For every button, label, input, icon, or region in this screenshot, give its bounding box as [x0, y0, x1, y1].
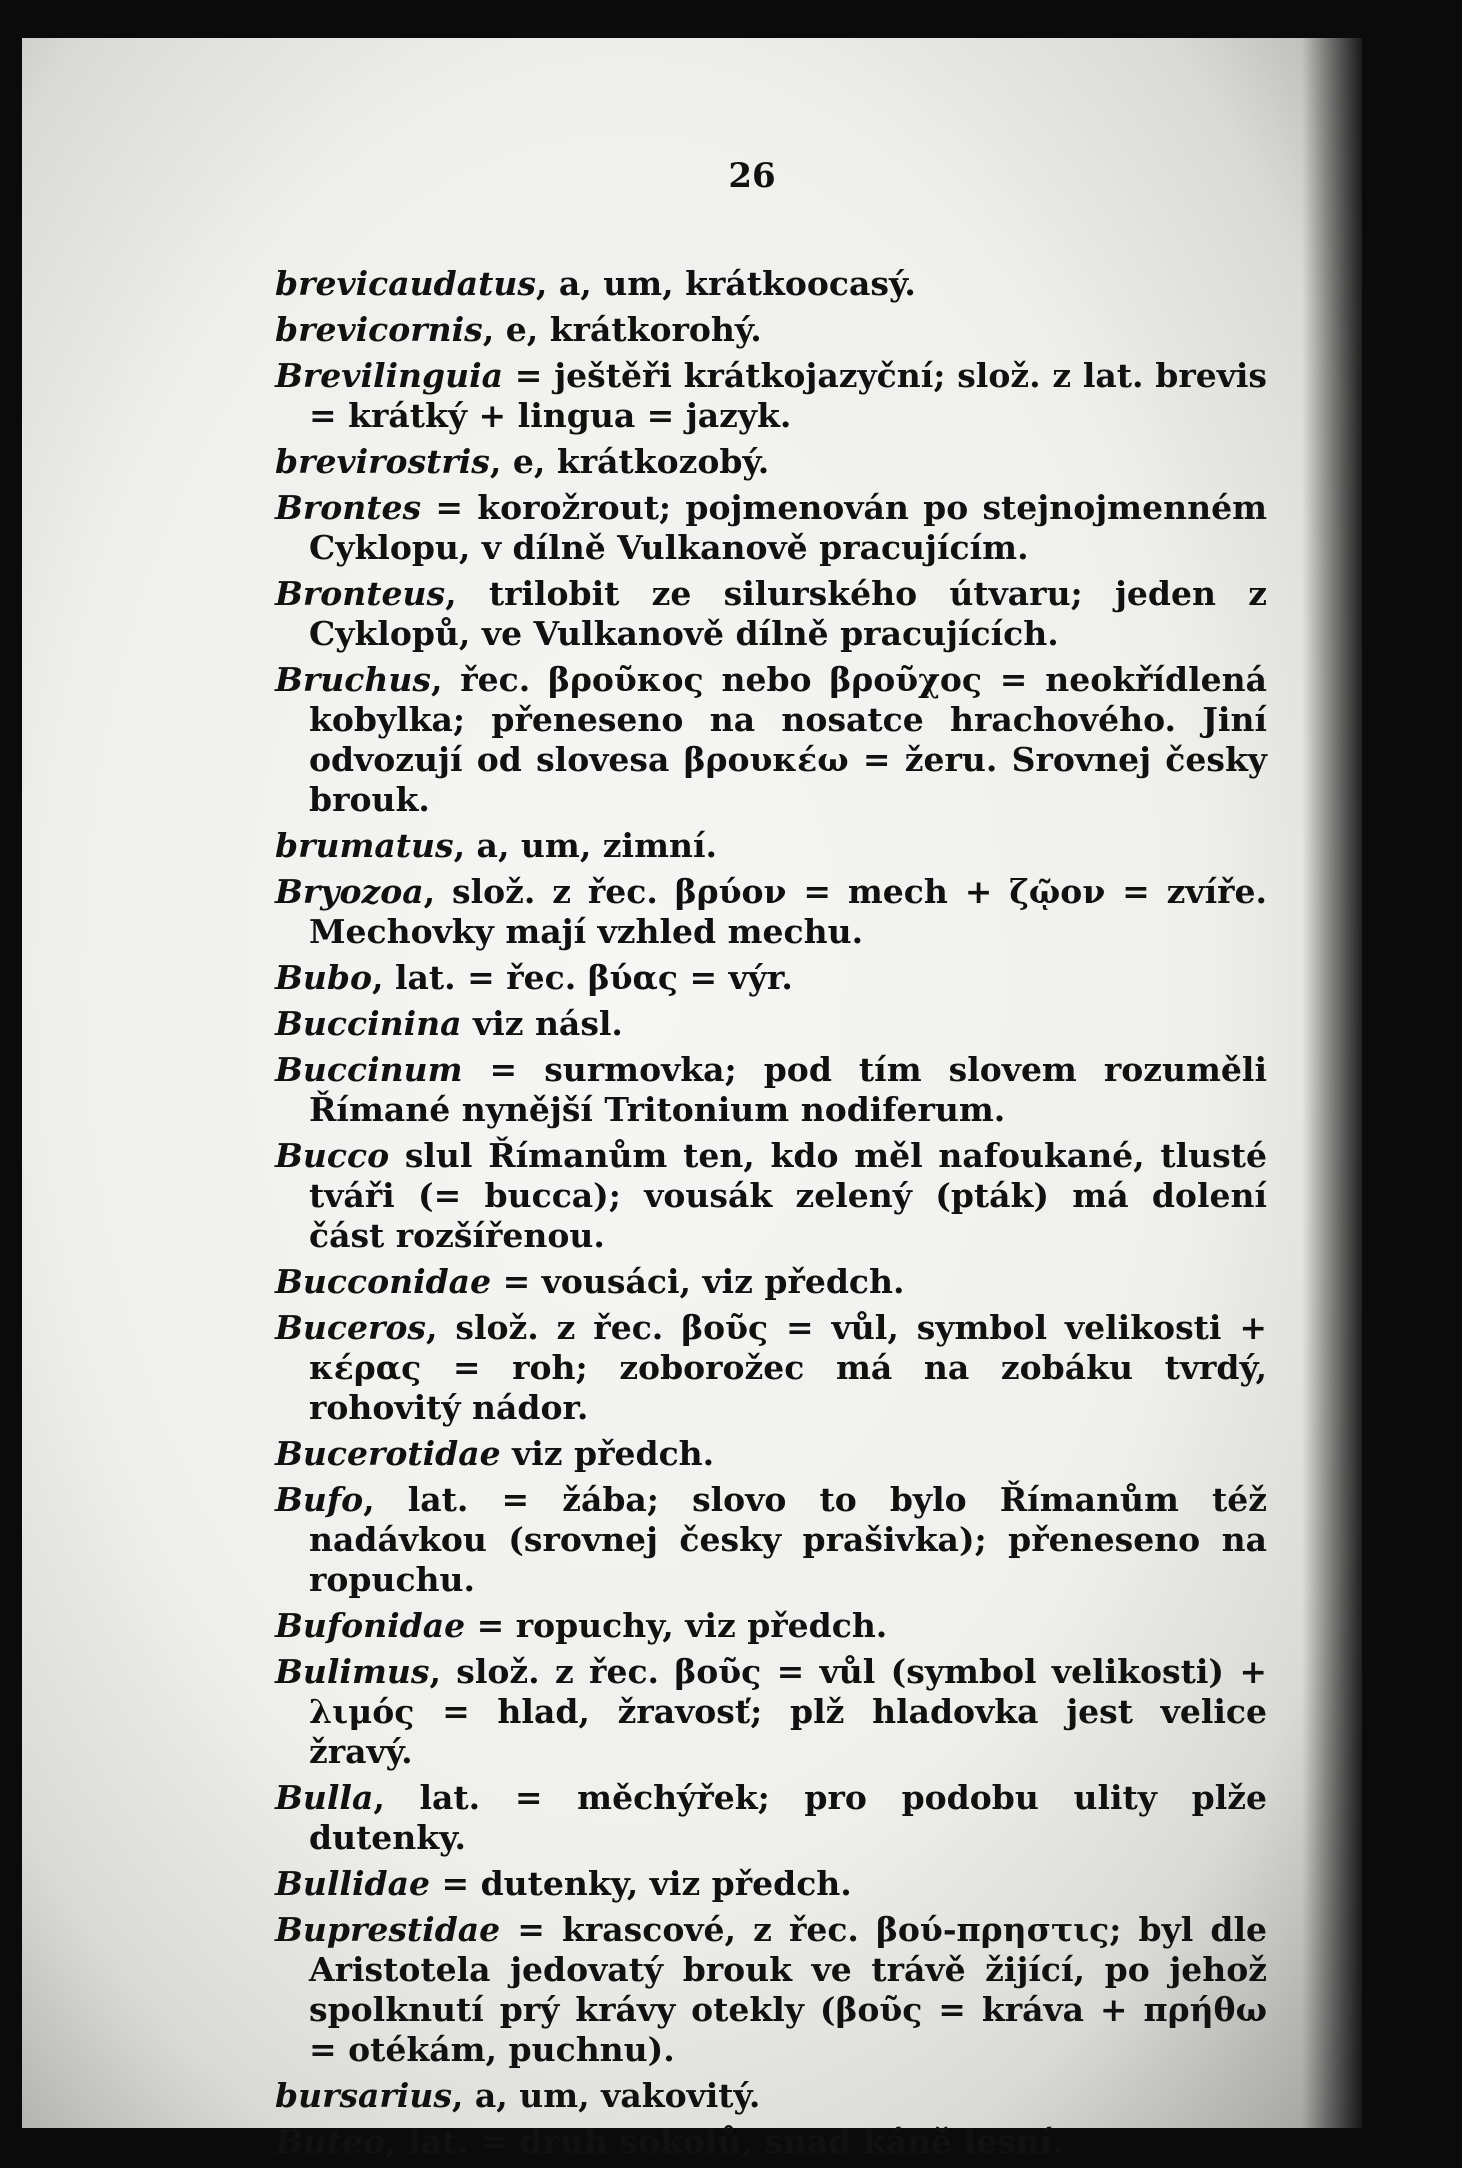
entry-headword: bursarius [275, 2076, 452, 2115]
dictionary-entry [275, 1050, 1267, 1130]
entry-headword: Bulla [275, 1778, 374, 1817]
entry-headword: Buprestidae [275, 1910, 501, 1949]
entry-definition: , lat. = řec. βύας = výr. [371, 958, 793, 997]
entry-headword: brumatus [275, 826, 454, 865]
dictionary-entry [275, 1864, 1267, 1904]
entry-headword: Bucerotidae [275, 1434, 501, 1473]
entry-headword: Bubo [275, 958, 372, 997]
entry-headword: brevicornis [275, 310, 483, 349]
entry-headword: Bruchus [275, 660, 431, 699]
entry-headword: Brevilinguia [275, 356, 504, 395]
entry-headword: Buteo [275, 2122, 386, 2161]
entry-definition: , lat. = druh sokolů, snad káně lesní. [385, 2122, 1064, 2161]
entry-headword: brevicaudatus [275, 264, 536, 303]
entry-headword: Bufonidae [275, 1606, 466, 1645]
entry-headword: Buceros [275, 1308, 426, 1347]
entry-definition: , lat. = měchýřek; pro podobu ulity plže dutenky. [309, 1778, 1267, 1857]
entry-headword: Bronteus [275, 574, 446, 613]
dictionary-entry [275, 1434, 1267, 1474]
entry-headword: Bryozoa [275, 872, 424, 911]
dictionary-entry [275, 1778, 1267, 1858]
dictionary-entry [275, 1652, 1267, 1772]
entry-definition: = vousáci, viz předch. [491, 1262, 905, 1301]
entry-definition: , e, krátkozobý. [489, 442, 770, 481]
entry-definition: = surmovka; pod tím slovem rozuměli Římané nynější Tritonium nodiferum. [309, 1050, 1267, 1129]
entry-headword: Bucco [275, 1136, 390, 1175]
entry-definition: , trilobit ze silurského útvaru; jeden z Cyklopů, ve Vulkanově dílně pracujících. [309, 574, 1267, 653]
entry-definition: = dutenky, viz předch. [429, 1864, 852, 1903]
dictionary-entry [275, 1606, 1267, 1646]
dictionary-entry [275, 872, 1267, 952]
page-number: 26 [728, 156, 776, 196]
entry-definition: , a, um, krátkoocasý. [535, 264, 916, 303]
dictionary-entry [275, 310, 1267, 350]
entry-definition: , slož. z řec. βοῦς = vůl, symbol velikosti + κέρας = roh; zoborožec má na zobáku tvrdý, rohovitý nádor. [309, 1308, 1267, 1427]
dictionary-entry [275, 574, 1267, 654]
entry-definition: viz předch. [500, 1434, 715, 1473]
dictionary-entry [275, 264, 1267, 304]
entry-definition: viz násl. [461, 1004, 623, 1043]
dictionary-entries [275, 264, 1267, 2168]
entry-definition: , lat. = žába; slovo to bylo Římanům též nadávkou (srovnej česky prašivka); přeneseno na ropuchu. [309, 1480, 1267, 1599]
entry-definition: = korožrout; pojmenován po stejnojmenném Cyklopu, v dílně Vulkanově pracujícím. [309, 488, 1267, 567]
dictionary-entry [275, 826, 1267, 866]
entry-definition: = ještěři krátkojazyční; slož. z lat. brevis = krátký + lingua = jazyk. [309, 356, 1267, 435]
dictionary-entry [275, 1910, 1267, 2070]
entry-headword: Brontes [275, 488, 422, 527]
entry-definition: , slož. z řec. βοῦς = vůl (symbol velikosti) + λιμός = hlad, žravosť; plž hladovka jest velice žravý. [309, 1652, 1267, 1771]
entry-headword: Bullidae [275, 1864, 430, 1903]
dictionary-entry [275, 1480, 1267, 1600]
dictionary-entry [275, 660, 1267, 820]
entry-definition: , a, um, vakovitý. [451, 2076, 761, 2115]
dictionary-entry [275, 1308, 1267, 1428]
entry-definition: = ropuchy, viz předch. [465, 1606, 888, 1645]
entry-headword: Bufo [275, 1480, 364, 1519]
entry-definition: = krascové, z řec. βού-πρηστις; byl dle Aristotela jedovatý brouk ve trávě žijící, po jehož spolknutí prý krávy otekly (βοῦς = kráva + πρήθω = otékám, puchnu). [309, 1910, 1267, 2069]
dictionary-entry [275, 356, 1267, 436]
dictionary-entry [275, 958, 1267, 998]
dictionary-entry [275, 2076, 1267, 2116]
dictionary-entry [275, 442, 1267, 482]
book-page [22, 38, 1362, 2161]
entry-definition: , řec. βροῦκος nebo βροῦχος = neokřídlená kobylka; přeneseno na nosatce hrachového. Jiní odvozují od slovesa βρουκέω = žeru. Srovnej česky brouk. [309, 660, 1267, 819]
entry-headword: Buccinum [275, 1050, 463, 1089]
entry-headword: Bulimus [275, 1652, 430, 1691]
entry-headword: Bucconidae [275, 1262, 492, 1301]
entry-headword: Buccinina [275, 1004, 462, 1043]
entry-definition: , e, krátkorohý. [482, 310, 762, 349]
entry-definition: , slož. z řec. βρύον = mech + ζῷον = zvíře. Mechovky mají vzhled mechu. [309, 872, 1267, 951]
entry-headword: brevirostris [275, 442, 490, 481]
dictionary-entry [275, 2122, 1267, 2162]
dictionary-entry [275, 1262, 1267, 1302]
dictionary-entry [275, 1004, 1267, 1044]
dictionary-entry [275, 1136, 1267, 1256]
entry-definition: , a, um, zimní. [453, 826, 718, 865]
page-spine-shadow [1302, 38, 1362, 2128]
dictionary-entry [275, 488, 1267, 568]
entry-definition: slul Římanům ten, kdo měl nafoukané, tlusté tváři (= bucca); vousák zelený (pták) má dolení část rozšířenou. [309, 1136, 1267, 1255]
